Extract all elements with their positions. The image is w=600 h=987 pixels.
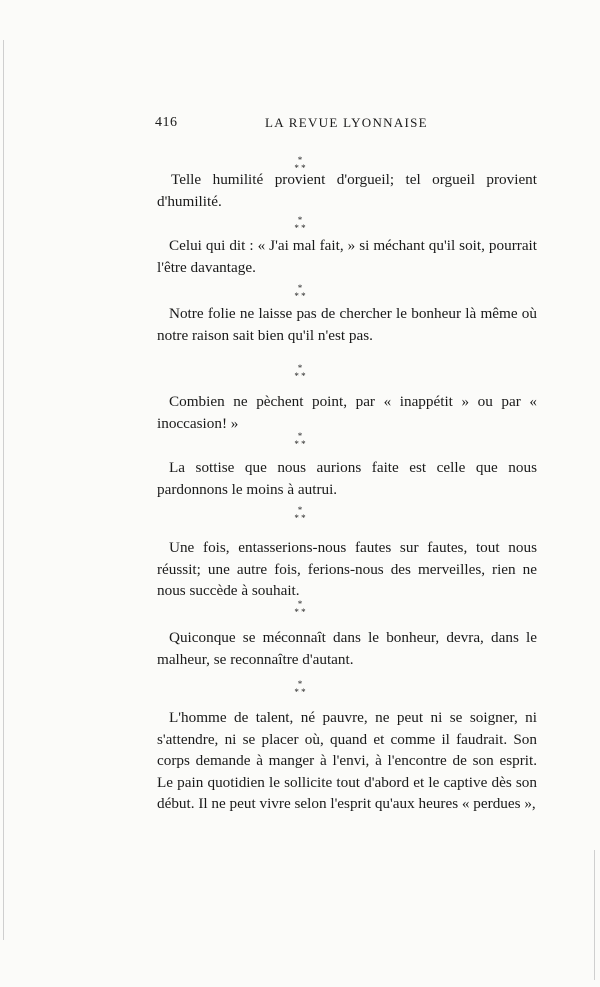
maxim: L'homme de talent, né pauvre, ne peut ni se soigner, ni s'attendre, ni se placer où, quand et comme il faudrait. Son corps demande à manger à l'envi, à l'encontre de son esprit. Le pain quotidien le sollicite tout d'abord et le captive dès son début. Il ne peut vivre selon l'esprit qu'aux heures « perdues », xyxy=(157,709,537,812)
maxim: Combien ne pèchent point, par « inappétit » ou par « inoccasion! » xyxy=(157,393,537,432)
asterism-divider: * * * xyxy=(294,363,306,381)
maxim: Notre folie ne laisse pas de chercher le bonheur là même où notre raison sait bien qu'il n'est pas. xyxy=(157,305,537,344)
asterism-divider: * * * xyxy=(294,215,306,233)
page-header xyxy=(155,115,538,135)
page-number: 416 xyxy=(155,115,178,130)
maxim: Quiconque se méconnaît dans le bonheur, devra, dans le malheur, se reconnaître d'autant. xyxy=(157,629,537,668)
scan-edge xyxy=(3,40,4,940)
asterism-divider: * * * xyxy=(294,599,306,617)
asterism-divider: * * * xyxy=(294,679,306,697)
asterism-divider: * * * xyxy=(294,283,306,301)
asterism-divider: * * * xyxy=(294,431,306,449)
scan-edge xyxy=(594,850,595,980)
maxim: La sottise que nous aurions faite est celle que nous pardonnons le moins à autrui. xyxy=(157,459,537,498)
maxim: Une fois, entasserions-nous fautes sur fautes, tout nous réussit; une autre fois, ferions-nous des merveilles, rien ne nous succède à souhait. xyxy=(157,539,537,599)
running-title: LA REVUE LYONNAISE xyxy=(265,115,428,130)
maxim: Telle humilité provient d'orgueil; tel orgueil provient d'humilité. xyxy=(157,171,537,210)
asterism-divider: * * * xyxy=(294,505,306,523)
asterism-divider: * * * xyxy=(294,155,306,173)
maxim: Celui qui dit : « J'ai mal fait, » si méchant qu'il soit, pourrait l'être davantage. xyxy=(157,237,537,276)
